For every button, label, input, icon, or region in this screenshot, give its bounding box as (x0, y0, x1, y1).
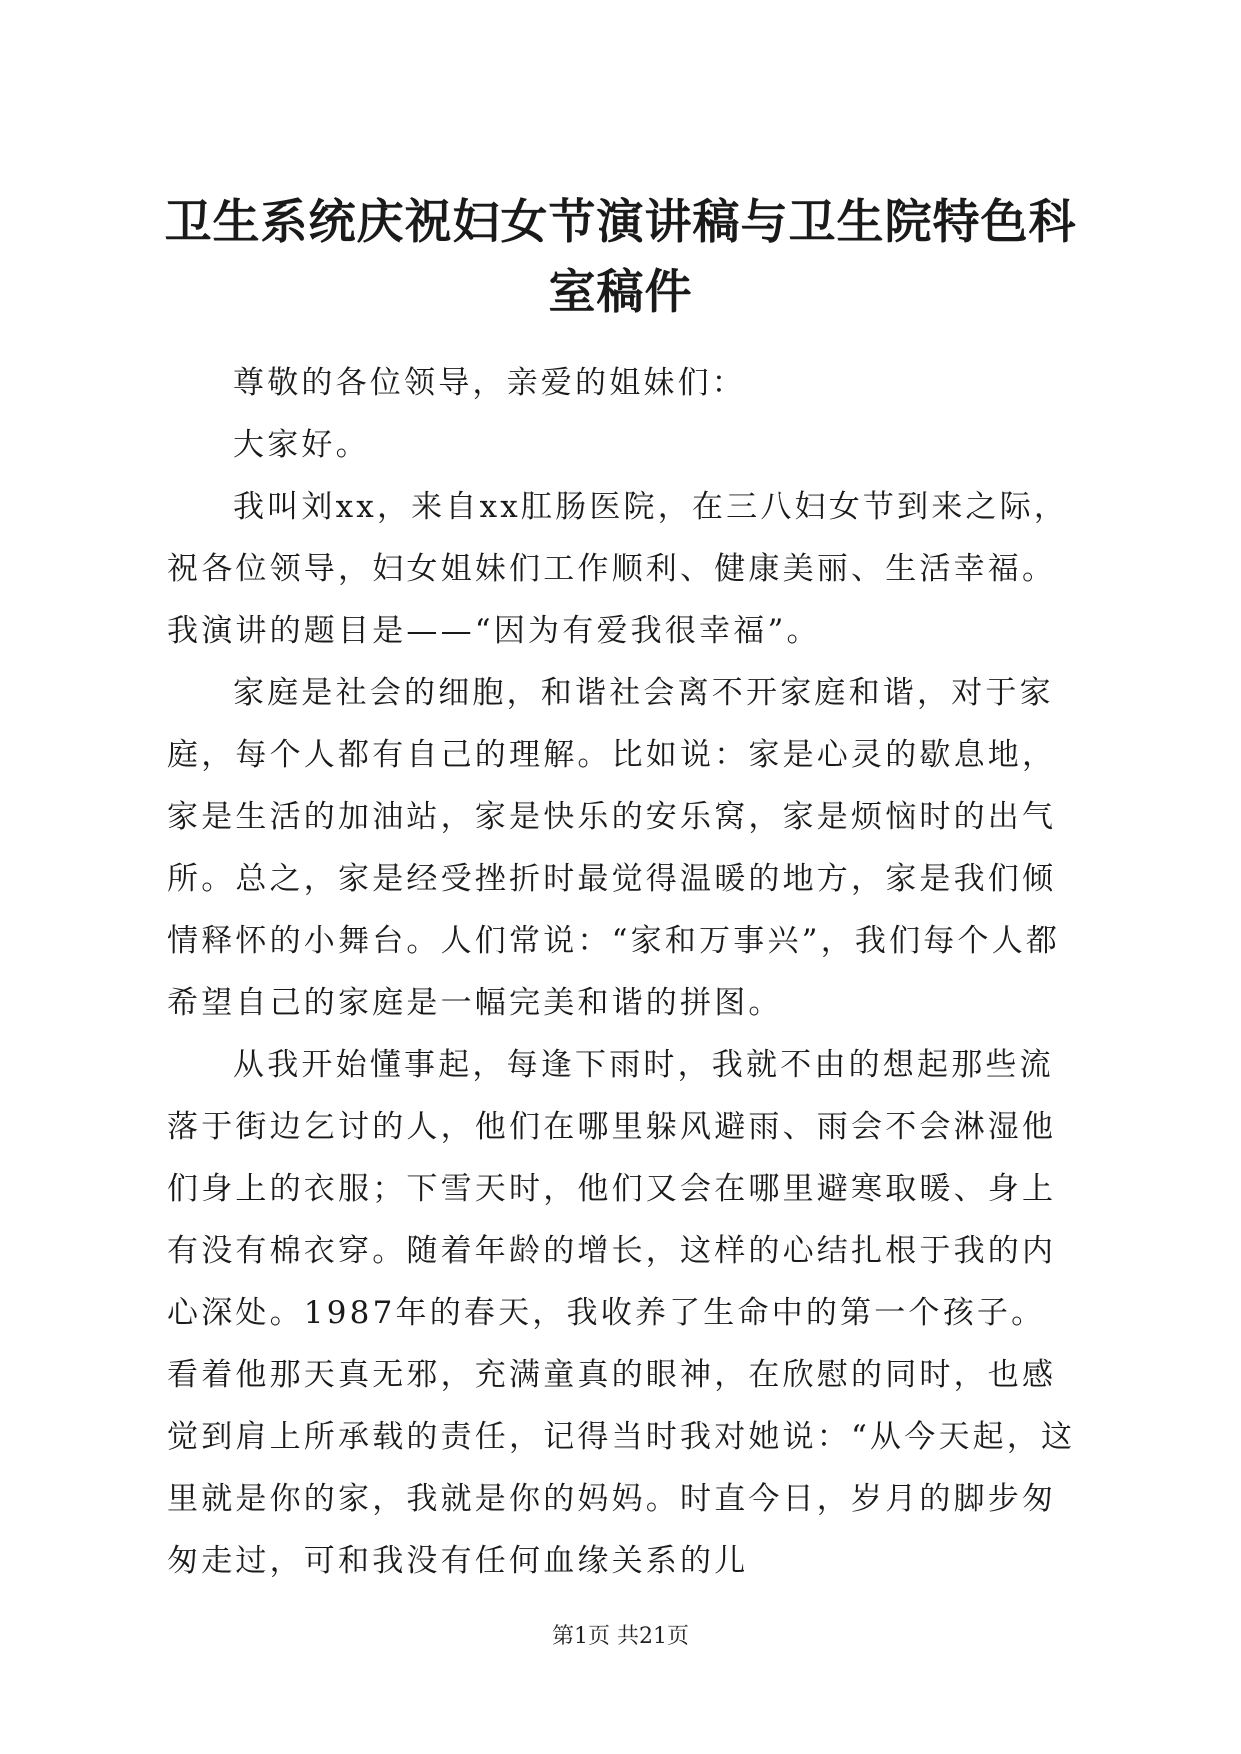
page-number-label: 第1页 共21页 (552, 1624, 689, 1649)
page-footer (0, 1619, 1241, 1650)
paragraph-salutation: 尊敬的各位领导，亲爱的姐妹们： (233, 365, 746, 401)
paragraph-family: 家庭是社会的细胞，和谐社会离不开家庭和谐，对于家庭，每个人都有自己的理解。比如说：家是心灵的歇息地，家是生活的加油站，家是快乐的安乐窝，家是烦恼时的出气所。总之，家是经受挫折时最觉得温暖的地方，家是我们倾情释怀的小舞台。人们常说：“家和万事兴”，我们每个人都希望自己的家庭是一幅完美和谐的拼图。 (167, 675, 1061, 1021)
document-title: 卫生系统庆祝妇女节演讲稿与卫生院特色科室稿件 (164, 195, 1077, 320)
paragraph-introduction: 我叫刘xx，来自xx肛肠医院，在三八妇女节到来之际，祝各位领导，妇女姐妹们工作顺利、健康美丽、生活幸福。我演讲的题目是——“因为有爱我很幸福”。 (167, 489, 1069, 649)
paragraph-story: 从我开始懂事起，每逢下雨时，我就不由的想起那些流落于街边乞讨的人，他们在哪里躲风避雨、雨会不会淋湿他们身上的衣服；下雪天时，他们又会在哪里避寒取暖、身上有没有棉衣穿。随着年龄的增长，这样的心结扎根于我的内心深处。1987年的春天，我收养了生命中的第一个孩子。看着他那天真无邪，充满童真的眼神，在欣慰的同时，也感觉到肩上所承载的责任，记得当时我对她说：“从今天起，这里就是你的家，我就是你的妈妈。时直今日，岁月的脚步匆匆走过，可和我没有任何血缘关系的儿 (167, 1047, 1076, 1579)
document-body (167, 352, 1077, 1592)
paragraph-greeting: 大家好。 (233, 427, 370, 463)
